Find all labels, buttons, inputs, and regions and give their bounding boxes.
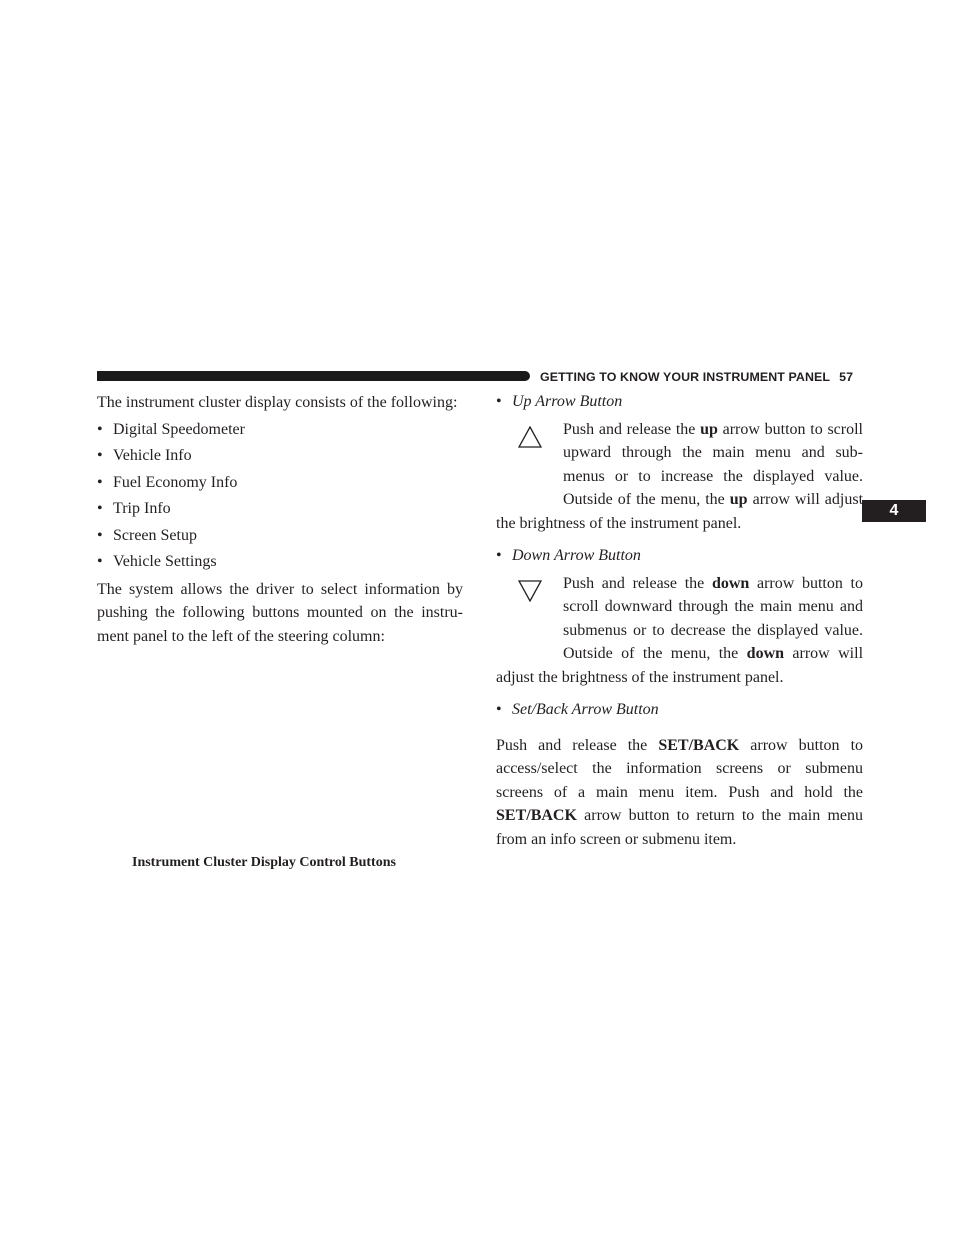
up-arrow-description: Push and release the up arrow button to scroll upward through the main menu and sub- menus or to increase the displayed value. Outside of the menu, the up arrow will adjust — [496, 418, 863, 512]
bullet-icon: • — [97, 447, 103, 464]
figure-caption: Instrument Cluster Display Control Buttons — [132, 855, 396, 870]
header-rule — [97, 371, 530, 381]
bullet-icon: • — [496, 393, 502, 410]
running-header — [540, 370, 862, 384]
list-item: • Screen Setup — [97, 523, 463, 550]
bullet-icon: • — [496, 701, 502, 718]
list-item: • Vehicle Info — [97, 443, 463, 470]
bullet-icon: • — [97, 500, 103, 517]
section-title: GETTING TO KNOW YOUR INSTRUMENT PANEL — [540, 370, 831, 384]
down-triangle-icon — [518, 580, 542, 602]
up-arrow-heading: • Up Arrow Button — [496, 390, 863, 414]
setback-description: Push and release the SET/BACK arrow button to access/select the information screens or submenu screens of a main menu item. Push and hold the SET/BACK arrow button to return to the main menu from an info screen or submenu item. — [496, 736, 864, 848]
down-arrow-heading: • Down Arrow Button — [496, 544, 863, 568]
bullet-icon: • — [496, 547, 502, 564]
down-arrow-description: Push and release the down arrow button to scroll downward through the main menu and submenus or to decrease the displayed value. Outside of the menu, the down arrow will — [496, 572, 863, 666]
chapter-tab[interactable]: 4 — [862, 500, 926, 522]
bullet-icon: • — [97, 473, 103, 491]
list-item: • Digital Speedometer — [97, 417, 463, 444]
list-item: • Vehicle Settings — [97, 549, 463, 576]
list-item: • Trip Info — [97, 496, 463, 523]
left-column — [97, 390, 463, 648]
intro-text: The instrument cluster display consists of the following: — [97, 394, 458, 411]
bullet-icon: • — [97, 526, 103, 544]
buttons-paragraph: The system allows the driver to select information by pushing the following buttons mounted on the instru- ment panel to the left of the steering column: — [97, 580, 463, 645]
list-item: • Fuel Economy Info — [97, 470, 463, 497]
bullet-icon: • — [97, 553, 103, 570]
up-triangle-icon — [518, 426, 542, 448]
setback-heading: • Set/Back Arrow Button — [496, 698, 863, 722]
page-number: 57 — [839, 370, 854, 384]
bullet-icon: • — [97, 420, 103, 438]
right-column: • Up Arrow Button Push and release the up arrow button to scroll upward through the main menu and sub- menus or to increase the displayed value. Outside of the menu, the up arrow will adjust the brightness of the instrument panel. • Down Arrow Button Push and release the down arrow button to scroll downward through the main menu and submenus or to decrease the displayed value. Outside of the menu, the down arrow will adjust the brightness of the instrument panel. • Set/Back Arrow Button Push and release the SET/BACK arrow button to access/select the information screens or submenu screens of a main menu item. Push and hold the SET/BACK arrow button to return to the main menu from an info screen or submenu item. — [496, 390, 863, 851]
feature-list — [97, 417, 463, 576]
